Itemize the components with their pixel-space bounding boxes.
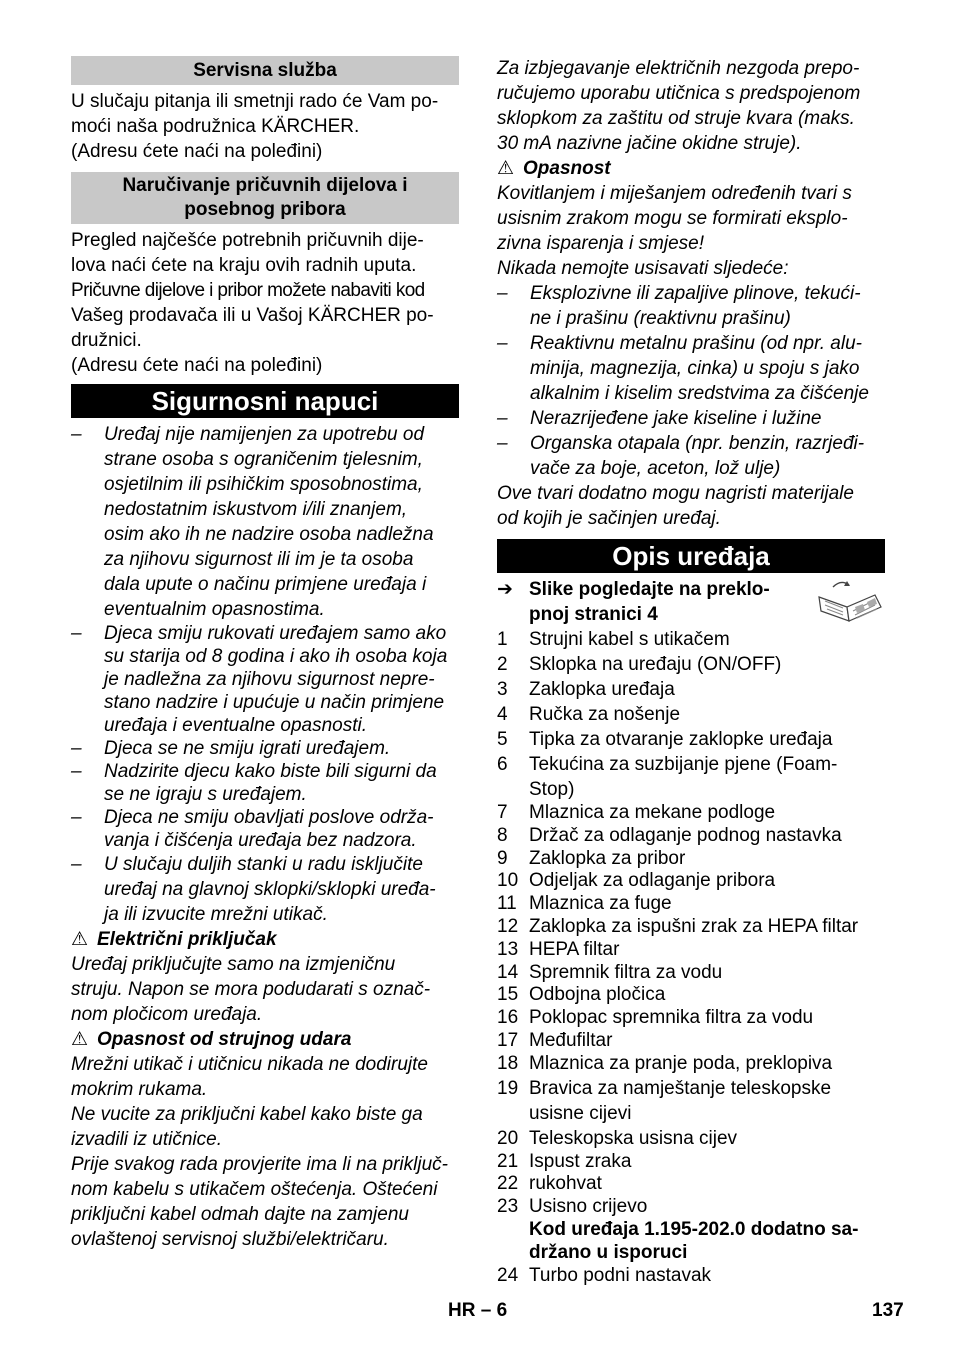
item-number: 10: [497, 870, 519, 892]
list-item: [497, 627, 885, 652]
text-line: Zaklopka za pribor: [529, 847, 686, 869]
item-number: 3: [497, 679, 508, 700]
text-line: (Adresu ćete naći na poleđini): [71, 355, 323, 376]
text-line: usisne cijevi: [529, 1102, 632, 1124]
list-item: [497, 984, 885, 1007]
text-line: držano u isporuci: [529, 1241, 688, 1263]
list-item: [497, 893, 885, 916]
text-line: dala upute o načinu primjene uređaja i: [104, 574, 427, 595]
text-line: Nikada nemojte usisavati sljedeće:: [497, 258, 789, 279]
list-item: [497, 727, 885, 752]
text-line: Stop): [529, 779, 575, 800]
page-label: HR – 6: [448, 1300, 508, 1321]
text-line: nom kabelu s utikačem oštećenja. Oštećeni: [71, 1179, 438, 1200]
text-line: lova naći ćete na kraju ovih radnih uputa.: [71, 255, 417, 276]
list-note: [497, 1219, 885, 1265]
list-item: [497, 1126, 885, 1151]
warning-icon: ⚠: [71, 1029, 89, 1050]
list-item: [71, 422, 459, 622]
item-number: 24: [497, 1264, 519, 1286]
item-number: 16: [497, 1007, 519, 1029]
item-number: 11: [497, 893, 517, 915]
text-line: zivna isparenja i smjese!: [497, 233, 704, 254]
list-item: [497, 825, 885, 848]
left-column: [71, 56, 459, 1252]
item-number: 15: [497, 984, 519, 1006]
item-number: 12: [497, 915, 519, 937]
list-item: [497, 406, 885, 431]
text-line: osim ako ih ne nadzire osoba nadležna: [104, 524, 434, 545]
heading-line: Naručivanje pričuvnih dijelova i: [122, 175, 408, 196]
text-line: priključni kabel odmah dajte na zamjenu: [71, 1204, 409, 1225]
text-line: Ispust zraka: [529, 1150, 632, 1172]
figure-reference-text: [497, 577, 789, 627]
heading-line: posebnog pribora: [184, 199, 346, 220]
text-line: Zaklopka za ispušni zrak za HEPA filtar: [529, 915, 859, 937]
text-line: se ne igraju s uređajem.: [104, 784, 307, 805]
text-line: izvadili iz utičnice.: [71, 1129, 222, 1150]
item-number: 7: [497, 802, 508, 823]
section-heading-opis: Opis uređaja: [497, 539, 885, 573]
text-line: stano nadzire i upućuje u način primjene: [104, 692, 445, 713]
text-line: Spremnik filtra za vodu: [529, 961, 723, 983]
text-line: uređaj na glavnoj sklopki/sklopki uređa-: [104, 879, 436, 900]
text-line: Držač za odlaganje podnog nastavka: [529, 824, 842, 846]
text-line: – U slučaju duljih stanki u radu isključite: [104, 854, 423, 875]
text-line: Pregled najčešće potrebnih pričuvnih dije-: [71, 230, 424, 251]
list-item: [497, 1030, 885, 1053]
warning-title: Opasnost od strujnog udara: [97, 1029, 352, 1050]
text-line: Kovitlanjem i miješanjem određenih tvari s: [497, 183, 852, 204]
list-item: [71, 852, 459, 927]
figure-reference: [497, 577, 885, 627]
text-line: Ručka za nošenje: [529, 704, 681, 725]
text-line: Za izbjegavanje električnih nezgoda prepo-: [497, 58, 860, 79]
list-item: [71, 806, 459, 852]
item-number: 2: [497, 654, 508, 675]
text-line: (Adresu ćete naći na poleđini): [71, 141, 323, 162]
text-line: Mlaznica za fuge: [529, 893, 672, 915]
text-line: pnoj stranici 4: [529, 604, 658, 625]
text-line: Teleskopska usisna cijev: [529, 1127, 738, 1149]
list-item: [497, 1265, 885, 1288]
item-number: 22: [497, 1173, 519, 1195]
item-number: 4: [497, 704, 508, 725]
text-line: Kod uređaja 1.195-202.0 dodatno sa-: [529, 1218, 859, 1240]
list-item: [497, 1076, 885, 1126]
text-line: eventualnim opasnostima.: [104, 599, 325, 620]
text-line: sklopkom za zaštitu od struje kvara (maks.: [497, 108, 855, 129]
warning-icon: ⚠: [71, 929, 89, 950]
list-item: [497, 939, 885, 962]
text-line: Odjeljak za odlaganje pribora: [529, 870, 776, 892]
list-item: [497, 1053, 885, 1076]
item-number: 21: [497, 1150, 519, 1172]
text-line: Ne vucite za priključni kabel kako biste ga: [71, 1104, 423, 1125]
warning-heading-elektricni: [71, 927, 459, 952]
text-line: HEPA filtar: [529, 938, 620, 960]
text-line: struju. Napon se mora podudarati s označ-: [71, 979, 431, 1000]
right-column: [497, 56, 885, 1287]
text-line: Usisno crijevo: [529, 1196, 648, 1218]
list-item: [71, 622, 459, 737]
text-line: Vašeg prodavača ili u Vašoj KÄRCHER po-: [71, 305, 434, 326]
list-item: [497, 331, 885, 406]
warning-heading-opasnost: [497, 156, 885, 181]
list-item: [497, 431, 885, 481]
warning-title: Opasnost: [523, 158, 611, 179]
text-line: 30 mA nazivne jačine okidne struje).: [497, 133, 802, 154]
text-line: nedostatnim iskustvom i/ili znanjem,: [104, 499, 408, 520]
text-line: družnici.: [71, 330, 142, 351]
text-line: vače za boje, aceton, lož ulje): [530, 458, 781, 479]
text-line: Pričuvne dijelove i pribor možete nabaviti kod: [71, 280, 425, 301]
text-line: Poklopac spremnika filtra za vodu: [529, 1007, 814, 1029]
list-item: [497, 1007, 885, 1030]
list-item: [497, 802, 885, 825]
item-number: 17: [497, 1029, 519, 1051]
text-line: Strujni kabel s utikačem: [529, 629, 730, 650]
text-line: Mlaznica za mekane podloge: [529, 802, 776, 823]
item-number: 8: [497, 824, 508, 846]
item-number: 9: [497, 847, 508, 869]
page-number: 137: [872, 1300, 904, 1321]
list-item: [71, 760, 459, 806]
warning-heading-udar: [71, 1027, 459, 1052]
text-line: – Djeca ne smiju obavljati poslove održa-: [104, 807, 434, 828]
text-line: je nadležna za njihovu sigurnost nepre-: [104, 669, 435, 690]
list-item: [497, 752, 885, 802]
list-item: [497, 652, 885, 677]
text-line: U slučaju pitanja ili smetnji rado će Vam po-: [71, 91, 439, 112]
text-line: – Djeca smiju rukovati uređajem samo ako: [104, 623, 447, 644]
text-line: – Organska otapala (npr. benzin, razrjeđi-: [530, 433, 865, 454]
text-line: Slike pogledajte na preklo-: [529, 579, 770, 600]
list-item: [497, 870, 885, 893]
text-line: – Eksplozivne ili zapaljive plinove, tekući-: [530, 283, 861, 304]
text-line: moći naša podružnica KÄRCHER.: [71, 116, 360, 137]
text-line: mokrim rukama.: [71, 1079, 208, 1100]
text-line: Mrežni utikač i utičnicu nikada ne dodirujte: [71, 1054, 428, 1075]
text-line: Sklopka na uređaju (ON/OFF): [529, 654, 782, 675]
text-line: ovlaštenoj servisnoj službi/električaru.: [71, 1229, 389, 1250]
text-line: su starija od 8 godina i ako ih osoba koja: [104, 646, 448, 667]
list-item: [497, 1196, 885, 1219]
text-line: Tekućina za suzbijanje pjene (Foam-: [529, 754, 838, 775]
text-line: rukohvat: [529, 1173, 602, 1195]
text-line: Prije svakog rada provjerite ima li na priključ-: [71, 1154, 448, 1175]
list-item: [497, 1151, 885, 1174]
list-item: [497, 1173, 885, 1196]
list-item: [497, 677, 885, 702]
list-item: [497, 702, 885, 727]
item-number: 23: [497, 1196, 519, 1218]
item-number: 18: [497, 1052, 519, 1074]
text-line: za njihovu sigurnost ili im je ta osoba: [104, 549, 414, 570]
item-number: 6: [497, 754, 508, 775]
section-heading-narucivanje: [71, 172, 459, 224]
list-item: [497, 848, 885, 871]
section-heading-servisna: Servisna služba: [71, 56, 459, 85]
text-line: ručujemo uporabu utičnica s predspojenom: [497, 83, 861, 104]
text-line: – Nadzirite djecu kako biste bili sigurni da: [104, 761, 437, 782]
warning-title: Električni priključak: [97, 929, 277, 950]
text-line: Turbo podni nastavak: [529, 1264, 712, 1286]
text-line: – Reaktivnu metalnu prašinu (od npr. alu-: [530, 333, 862, 354]
arrow-icon: ➔: [497, 579, 513, 600]
text-line: Mlaznica za pranje poda, preklopiva: [529, 1052, 833, 1074]
item-number: 5: [497, 729, 508, 750]
text-line: vanja i čišćenja uređaja bez nadzora.: [104, 830, 417, 851]
text-line: od kojih je sačinjen uređaj.: [497, 508, 721, 529]
text-line: – Nerazrijeđene jake kiseline i lužine: [530, 408, 822, 429]
section-heading-sigurnosni: Sigurnosni napuci: [71, 384, 459, 418]
text-line: – Uređaj nije namijenjen za upotrebu od: [104, 424, 425, 445]
item-number: 14: [497, 961, 519, 983]
text-line: Zaklopka uređaja: [529, 679, 675, 700]
text-line: alkalnim i kiselim sredstvima za čišćenje: [530, 383, 869, 404]
text-line: ja ili izvucite mrežni utikač.: [104, 904, 328, 925]
text-line: Međufiltar: [529, 1029, 613, 1051]
text-line: Uređaj priključujte samo na izmjeničnu: [71, 954, 396, 975]
text-line: Tipka za otvaranje zaklopke uređaja: [529, 729, 833, 750]
text-line: – Djeca se ne smiju igrati uređajem.: [104, 738, 391, 759]
list-item: [71, 737, 459, 760]
text-line: minija, magnezija, cinka) u spoju s jako: [530, 358, 860, 379]
list-item: [497, 281, 885, 331]
item-number: 20: [497, 1127, 519, 1149]
text-line: nom pločicom uređaja.: [71, 1004, 263, 1025]
text-line: strane osoba s ograničenim tjelesnim,: [104, 449, 423, 470]
item-number: 13: [497, 938, 519, 960]
text-line: uređaja i eventualne opasnosti.: [104, 715, 368, 736]
item-number: 19: [497, 1077, 519, 1099]
text-line: Bravica za namještanje teleskopske: [529, 1077, 832, 1099]
list-item: [497, 962, 885, 985]
text-line: Ove tvari dodatno mogu nagristi materijale: [497, 483, 854, 504]
item-number: 1: [497, 629, 508, 650]
text-line: osjetilnim ili psihičkim sposobnostima,: [104, 474, 423, 495]
text-line: ne i prašinu (reaktivnu prašinu): [530, 308, 791, 329]
text-line: Odbojna pločica: [529, 984, 666, 1006]
warning-icon: ⚠: [497, 158, 515, 179]
list-item: [497, 916, 885, 939]
text-line: usisnim zrakom mogu se formirati eksplo-: [497, 208, 848, 229]
open-book-icon: [815, 577, 885, 623]
